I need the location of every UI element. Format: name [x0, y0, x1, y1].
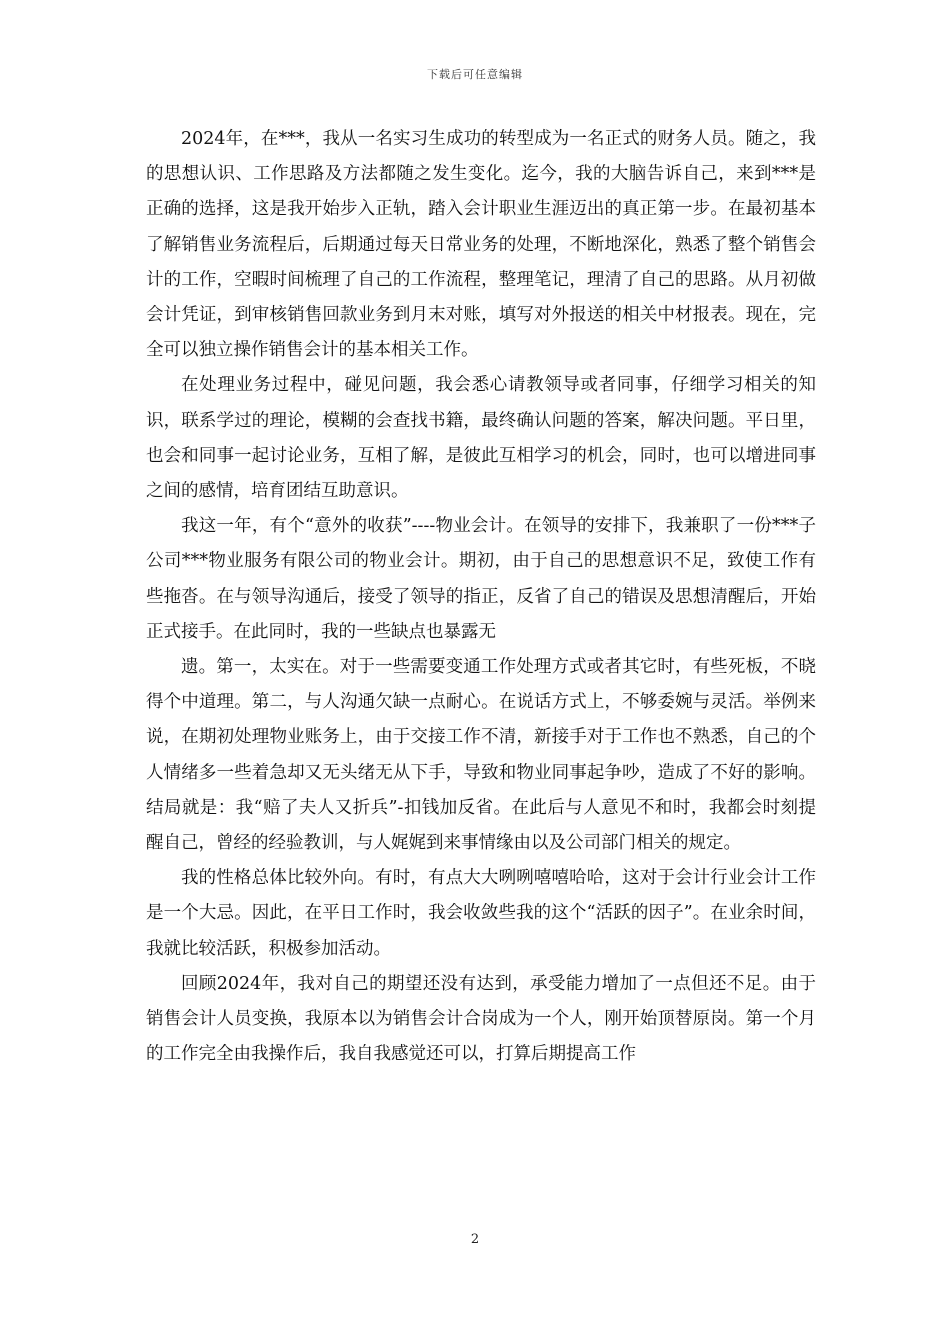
paragraph-3: 我这一年，有个“意外的收获”----物业会计。在领导的安排下，我兼职了一份***子公司***物业服务有限公司的物业会计。期初，由于自己的思想意识不足，致使工作有些拖沓。在与领导沟通后，接受了领导的指正，反省了自己的错误及思想清醒后，开始正式接手。在此同时，我的一些缺点也暴露无	[146, 516, 816, 642]
paragraph-6: 回顾2024年，我对自己的期望还没有达到，承受能力增加了一点但还不足。由于销售会计人员变换，我原本以为销售会计合岗成为一个人，刚开始顶替原岗。第一个月的工作完全由我操作后，我自我感觉还可以，打算后期提高工作	[146, 973, 816, 1065]
paragraph-1: 2024年，在***，我从一名实习生成功的转型成为一名正式的财务人员。随之，我的思想认识、工作思路及方法都随之发生变化。迄今，我的大脑告诉自己，来到***是正确的选择，这是我开始步入正轨，踏入会计职业生涯迈出的真正第一步。在最初基本了解销售业务流程后，后期通过每天日常业务的处理，不断地深化，熟悉了整个销售会计的工作，空暇时间梳理了自己的工作流程，整理笔记，理清了自己的思路。从月初做会计凭证，到审核销售回款业务到月末对账，填写对外报送的相关中材报表。现在，完全可以独立操作销售会计的基本相关工作。	[146, 129, 816, 361]
paragraph-2: 在处理业务过程中，碰见问题，我会悉心请教领导或者同事，仔细学习相关的知识，联系学过的理论，模糊的会查找书籍，最终确认问题的答案，解决问题。平日里，也会和同事一起讨论业务，互相了解，是彼此互相学习的机会，同时，也可以增进同事之间的感情，培育团结互助意识。	[146, 375, 816, 502]
document-body	[146, 122, 816, 1072]
page-number: 2	[470, 1232, 480, 1247]
paragraph-4: 遗。第一，太实在。对于一些需要变通工作处理方式或者其它时，有些死板，不晓得个中道理。第二，与人沟通欠缺一点耐心。在说话方式上，不够委婉与灵活。举例来说，在期初处理物业账务上，由于交接工作不清，新接手对于工作也不熟悉，自己的个人情绪多一些着急却又无头绪无从下手，导致和物业同事起争吵，造成了不好的影响。结局就是：我“赔了夫人又折兵”-扣钱加反省。在此后与人意见不和时，我都会时刻提醒自己，曾经的经验教训，与人娓娓到来事情缘由以及公司部门相关的规定。	[146, 657, 816, 854]
paragraph-5: 我的性格总体比较外向。有时，有点大大咧咧嘻嘻哈哈，这对于会计行业会计工作是一个大忌。因此，在平日工作时，我会收敛些我的这个“活跃的因子”。在业余时间，我就比较活跃，积极参加活动。	[146, 868, 816, 959]
page-header: 下载后可任意编辑	[427, 68, 523, 81]
